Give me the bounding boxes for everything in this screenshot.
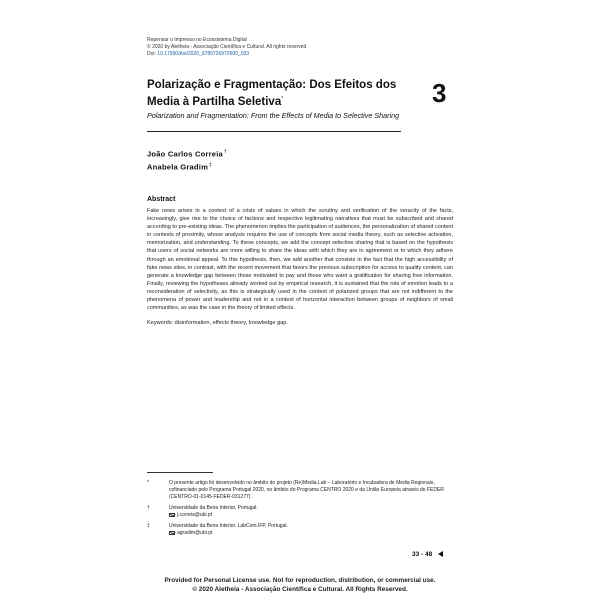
license-line: Provided for Personal License use. Not for reproduction, distribution, or commercial use.	[164, 577, 436, 584]
footnote-text	[169, 505, 447, 519]
arrow-left-icon	[438, 551, 443, 557]
footnote-email-line	[169, 512, 447, 519]
copyright-line: © 2020 by Aletheia - Associação Científica e Cultural. All rights reserved	[147, 44, 307, 50]
author-footnote-mark[interactable]: ‡	[209, 161, 213, 168]
article-title	[147, 78, 417, 109]
author-list	[147, 147, 397, 172]
footnote-mark: †	[147, 505, 150, 511]
article-title-text: Polarização e Fragmentação: Dos Efeitos dos Media à Partilha Seletiva	[147, 79, 397, 108]
title-block	[147, 78, 417, 121]
mail-icon	[169, 513, 175, 517]
author-name: João Carlos Correia	[147, 149, 223, 159]
page-range-indicator	[412, 551, 443, 559]
header-metadata	[147, 37, 447, 58]
abstract-heading: Abstract	[147, 196, 176, 203]
footnote-mark: ‡	[147, 523, 150, 529]
license-line: © 2020 Aletheia - Associação Científica e Cultural. All Rights Reserved.	[192, 585, 408, 593]
license-notice	[0, 577, 600, 594]
chapter-number: 3	[432, 78, 447, 108]
footnote	[147, 523, 447, 537]
abstract-section	[147, 195, 453, 327]
page-range: 33 - 48	[412, 551, 433, 558]
footnote	[147, 505, 447, 519]
abstract-body: Fake news arises in a context of a crisis of values in which the scrutiny and verification of the veracity of the facts, increasingly, give rise to the choice of factions and respective legitimating narratives that must be subscribed and shared according to pre-existing ideas. The phenomenon implies the participation of audiences, the personalization of shared content in contexts of proximity, whose analysis requires the use of concepts from social media theory, such as selective activation, memorization, and understanding. To these concepts, we add the concept selective sharing that is based on the hypothesis that users of social networks are more willing to share the ideas with which they are in agreement or to which they adhere through an emotional appeal. To this hypothesis, then, we add another that consists in the fact that the high accessibility of fake news sites, in contrast, with the recent movement that favors the previous subscription for access to quality content, can generate a knowledge gap between those motivated to pay and those who want a gratification for sharing free information. Finally, reviewing the hypotheses already worked out by empirical research, it is sustained that the role of emotion leads to a reconsideration of selectivity, as this is strategically used in the context of polarized groups that are not indifferent to the phenomena of power and leadership and not in a context of horizontal interaction between groups of neighbors of small communities, as was the case in the theory of limited effects.	[147, 208, 453, 312]
footnote-line: Universidade da Beira Interior, Portugal.	[169, 505, 258, 511]
footnote-divider	[147, 472, 213, 473]
author-email-link[interactable]: agradim@ubi.pt	[177, 530, 213, 536]
footnote-line: O presente artigo foi desenvolvido no âmbito do projeto (Re)Media.Lab – Laboratório e Incubadora de Media Regionais, cofinanciado pelo Programa Portugal 2020, no âmbito do Programa CENTRO 2020 e da União Europeia através do FEDER (CENTRO-01-0145-FEDER-031277).	[169, 480, 444, 500]
mail-icon	[169, 531, 175, 535]
author	[147, 160, 397, 173]
title-footnote-mark[interactable]: *	[281, 96, 284, 102]
footnote-email-line	[169, 530, 447, 537]
article-subtitle: Polarization and Fragmentation: From the Effects of Media to Selective Sharing	[147, 110, 400, 120]
footnote-line: Universidade da Beira Interior. LabCom.IFP, Portugal.	[169, 523, 288, 529]
footnote	[147, 480, 447, 501]
book-title-line: Repensar o Impresso no Ecossistema Digital	[147, 37, 247, 43]
keywords: Keywords: disinformation, effects theory, knowledge gap.	[147, 320, 288, 327]
doi-line	[147, 51, 447, 58]
author-footnote-mark[interactable]: †	[223, 149, 227, 155]
footnotes	[147, 480, 447, 541]
footnote-text	[169, 523, 447, 537]
author-email-link[interactable]: j.correia@ubi.pt	[177, 512, 213, 518]
author-name: Anabela Gradim	[147, 162, 209, 172]
doi-label: Doi:	[147, 51, 156, 57]
author	[147, 147, 397, 160]
footnote-mark: *	[147, 480, 149, 486]
doi-link[interactable]: 10.17990/Axi/2020_9789726972600_033	[157, 51, 250, 57]
title-divider	[147, 131, 401, 132]
footnote-text	[169, 480, 447, 501]
